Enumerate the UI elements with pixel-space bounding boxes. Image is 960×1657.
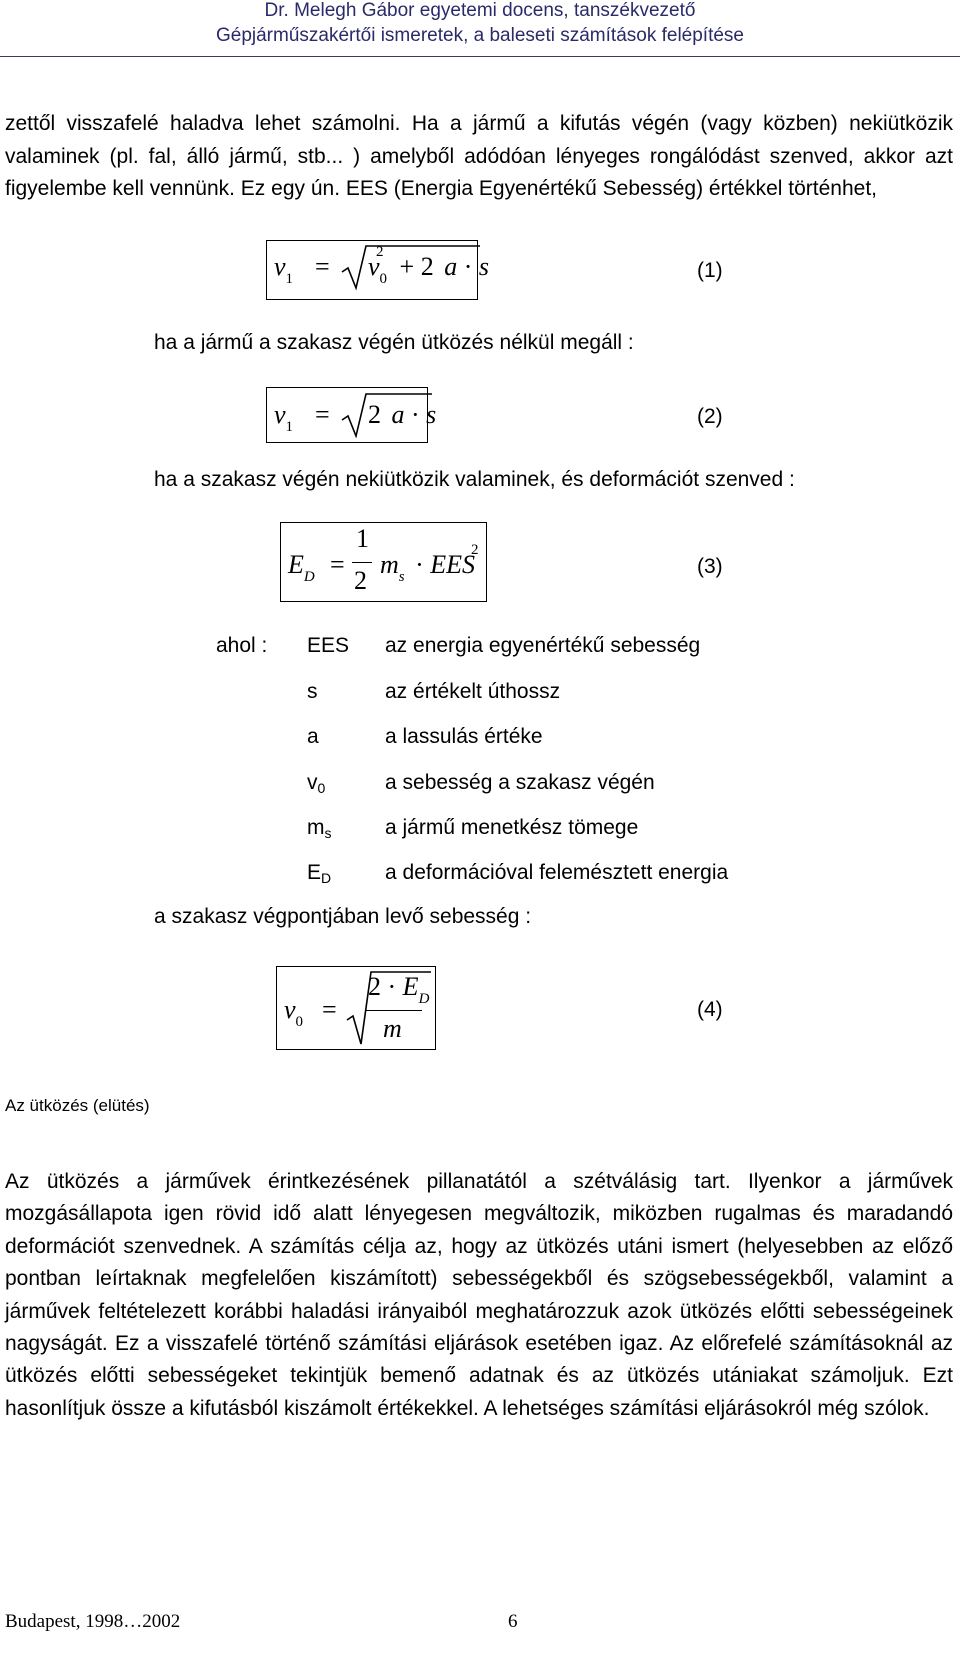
def-description: a sebesség a szakasz végén bbox=[385, 771, 655, 794]
section-title: Az ütközés (elütés) bbox=[5, 1096, 150, 1115]
def-symbol: s bbox=[307, 680, 318, 703]
eq1-sup: 2 bbox=[376, 244, 384, 260]
eq3-sup: 2 bbox=[471, 542, 479, 558]
def-symbol: ms bbox=[307, 816, 332, 841]
def-description: az értékelt úthossz bbox=[385, 680, 561, 703]
header-title: Gépjárműszakértői ismeretek, a baleseti számítások felépítése bbox=[215, 25, 744, 46]
eq3-rhs: $m_s$ · EES bbox=[380, 550, 476, 585]
text-stop: ha a jármű a szakasz végén ütközés nélkül megáll : bbox=[154, 331, 634, 354]
equation-1: $v_1$ bbox=[274, 252, 294, 287]
def-symbol: EES bbox=[307, 634, 350, 657]
eq1-radicand: $v_0 + 2$ a · s bbox=[368, 252, 490, 287]
footer-place: Budapest, 1998…2002 bbox=[5, 1611, 181, 1632]
eq4-number: (4) bbox=[697, 998, 723, 1021]
def-symbol: a bbox=[307, 725, 319, 748]
header-divider bbox=[0, 56, 960, 57]
page-number: 6 bbox=[508, 1611, 518, 1632]
eq3-fraction-bar bbox=[352, 562, 372, 563]
eq3-equals: = bbox=[330, 550, 345, 579]
eq2-radicand: 2 a · s bbox=[368, 400, 437, 429]
eq3-number: (3) bbox=[697, 555, 723, 578]
text-endpoint: a szakasz végpontjában levő sebesség : bbox=[154, 905, 532, 928]
def-symbol: v0 bbox=[307, 771, 326, 796]
eq1-v1: v bbox=[274, 252, 286, 281]
eq3-numerator: 1 bbox=[356, 524, 369, 553]
eq4-numerator: $2 \cdot E_D$ bbox=[368, 972, 430, 1007]
eq4-lhs: $v_0$ bbox=[284, 995, 304, 1030]
header-author: Dr. Melegh Gábor egyetemi docens, tanszékvezető bbox=[264, 0, 696, 21]
eq4-equals: = bbox=[322, 995, 337, 1024]
eq4-denominator: m bbox=[383, 1014, 402, 1043]
intro-paragraph: zettől visszafelé haladva lehet számolni. Ha a jármű a kifutás végén (vagy közben) nekiütközik valaminek (pl. fal, álló jármű, stb... ) amelyből adódóan lényeges rongálódást szenved, akkor azt figyelembe kell vennünk. Ez egy ún. EES (Energia Egyenértékű Sebesség) értékkel történhet, bbox=[5, 112, 953, 200]
eq2-number: (2) bbox=[697, 405, 723, 428]
def-description: az energia egyenértékű sebesség bbox=[385, 634, 701, 657]
defs-ahol: ahol : bbox=[216, 634, 268, 657]
def-symbol: ED bbox=[307, 861, 332, 886]
eq3-lhs: $E_D$ bbox=[288, 550, 315, 585]
eq2-equals: = bbox=[315, 400, 330, 429]
text-deform: ha a szakasz végén nekiütközik valaminek, és deformációt szenved : bbox=[154, 468, 795, 491]
eq1-equals: = bbox=[315, 252, 330, 281]
eq3-denominator: 2 bbox=[354, 566, 367, 595]
def-description: a deformációval felemésztett energia bbox=[385, 861, 729, 884]
eq1-number: (1) bbox=[697, 259, 723, 282]
body-paragraph: Az ütközés a járművek érintkezésének pillanatától a szétválásig tart. Ilyenkor a járművek mozgásállapota igen rövid idő alatt lényegesen megváltozik, miközben rugalmas és maradandó deformációt szenvednek. A számítás célja az, hogy az ütközés utáni ismert (helyesebben az előző pontban leírtaknak megfelelően kiszámított) sebességekből és szögsebességekből, valamint a járművek feltételezett korábbi haladási irányaiból meghatározzuk azok ütközés előtti sebességeinek nagyságát. Ez a visszafelé történő számítási eljárások esetében igaz. Az előrefelé számításoknál az ütközés előtti sebességeket tekintjük bemenő adatnak és az ütközés utániakat számoljuk. Ezt hasonlítjuk össze a kifutásból kiszámolt értékekkel. A lehetséges számítási eljárásokról még szólok. bbox=[5, 1170, 953, 1420]
def-description: a jármű menetkész tömege bbox=[385, 816, 639, 839]
equation-2: $v_1$ bbox=[274, 400, 294, 435]
def-description: a lassulás értéke bbox=[385, 725, 543, 748]
eq4-fraction-bar bbox=[366, 1010, 422, 1011]
